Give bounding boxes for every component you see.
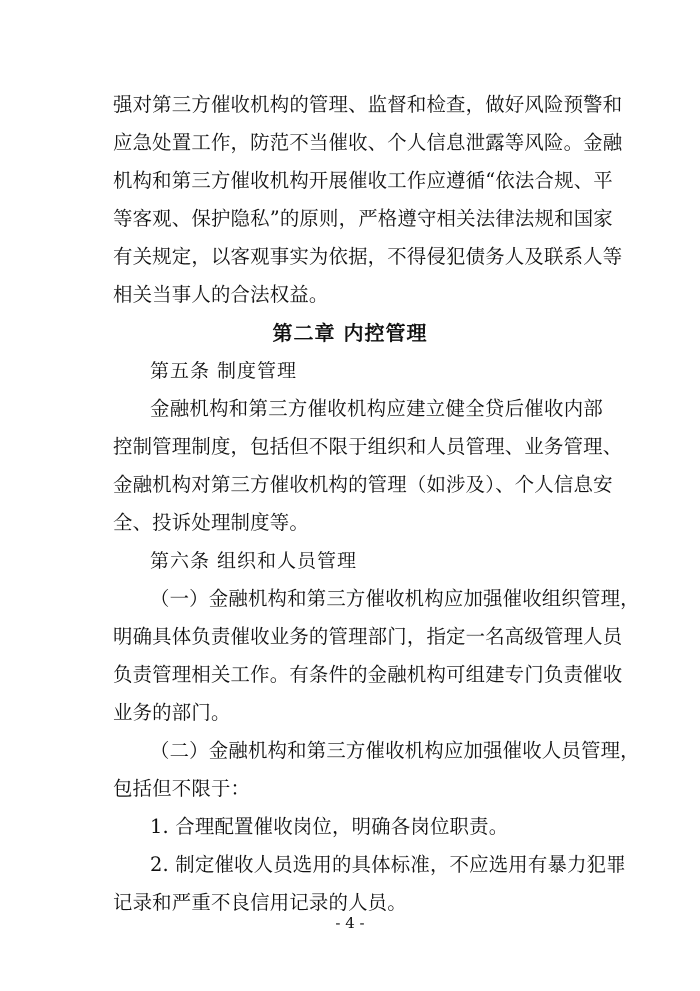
paragraph-1-line-1: 强对第三方催收机构的管理、监督和检查，做好风险预警和 xyxy=(113,93,623,116)
article-5-title: 第五条 制度管理 xyxy=(150,360,298,382)
article-6-item-2-line-2: 包括但不限于： xyxy=(113,777,251,800)
article-6-item-1-line-4: 业务的部门。 xyxy=(113,701,231,724)
paragraph-1-line-6: 相关当事人的合法权益。 xyxy=(113,283,329,306)
article-6-sub-item-2-line-2: 记录和严重不良信用记录的人员。 xyxy=(113,891,407,914)
chapter-heading: 第二章 内控管理 xyxy=(272,321,428,345)
article-5-line-3: 金融机构对第三方催收机构的管理（如涉及）、个人信息安 xyxy=(113,473,613,496)
paragraph-1-line-5: 有关规定，以客观事实为依据，不得侵犯债务人及联系人等 xyxy=(113,245,623,268)
page-number: - 4 - xyxy=(335,914,365,932)
article-6-item-2-line-1: （二）金融机构和第三方催收机构应加强催收人员管理， xyxy=(150,739,640,762)
article-6-item-1-line-2: 明确具体负责催收业务的管理部门，指定一名高级管理人员 xyxy=(113,625,623,648)
paragraph-1-line-2: 应急处置工作，防范不当催收、个人信息泄露等风险。金融 xyxy=(113,131,623,154)
article-6-sub-item-1: 1. 合理配置催收岗位，明确各岗位职责。 xyxy=(150,815,509,838)
article-5-line-4: 全、投诉处理制度等。 xyxy=(113,511,309,534)
article-6-title: 第六条 组织和人员管理 xyxy=(150,550,358,572)
article-6-item-1-line-1: （一）金融机构和第三方催收机构应加强催收组织管理， xyxy=(150,587,640,610)
article-5-line-1: 金融机构和第三方催收机构应建立健全贷后催收内部 xyxy=(150,397,603,420)
article-6-sub-item-2-line-1: 2. 制定催收人员选用的具体标准，不应选用有暴力犯罪 xyxy=(150,853,626,876)
article-5-line-2: 控制管理制度，包括但不限于组织和人员管理、业务管理、 xyxy=(113,435,623,458)
paragraph-1-line-4: 等客观、保护隐私”的原则，严格遵守相关法律法规和国家 xyxy=(113,207,613,230)
paragraph-1-line-3: 机构和第三方催收机构开展催收工作应遵循“依法合规、平 xyxy=(113,169,613,192)
article-6-item-1-line-3: 负责管理相关工作。有条件的金融机构可组建专门负责催收 xyxy=(113,663,623,686)
